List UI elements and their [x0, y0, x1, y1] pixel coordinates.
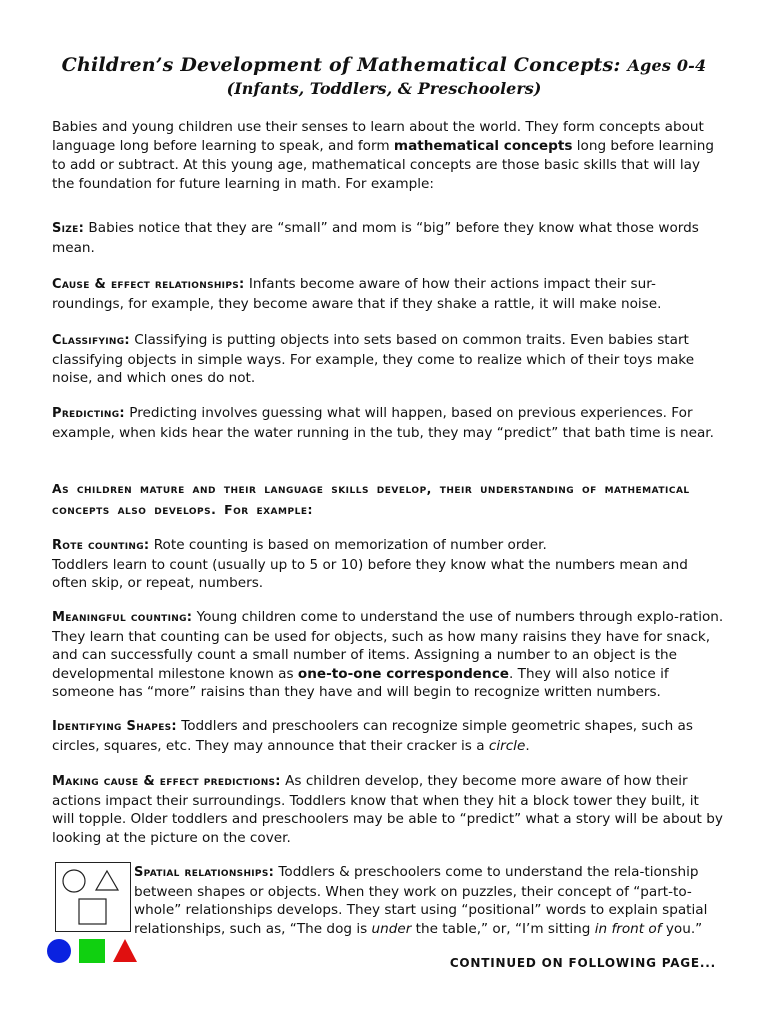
- section-identifying-shapes: [52, 717, 724, 755]
- section-text: Babies notice that they are “small” and mom is “big” before they know what those words mean.: [52, 220, 699, 256]
- section-making-predictions: [52, 772, 724, 847]
- section-bold-term: one-to-one correspondence: [297, 665, 509, 682]
- shapes-outline-icon: [56, 863, 129, 930]
- section-label: Predicting:: [52, 406, 125, 421]
- section-rote-counting: [52, 536, 724, 593]
- continued-note: CONTINUED ON FOLLOWING PAGE...: [449, 956, 716, 970]
- section-label: Cause & effect relationships:: [52, 277, 245, 292]
- section-text: Toddlers and preschoolers can recognize simple geometric shapes, such as circles, squares, etc. They may announce that their cracker is a: [52, 718, 693, 754]
- shapes-diagram: [55, 862, 131, 932]
- section-text-end: . They will also notice if someone has “more” raisins than they have and will begin to recognize written numbers.: [52, 665, 669, 700]
- section-label: Meaningful counting:: [52, 610, 193, 625]
- red-triangle-icon: [113, 939, 137, 962]
- section-text: Young children come to understand the use of numbers through explo-ration. They learn that counting can be used for objects, such as how many raisins they have for snack, and can successfully count a small number of items. Assigning a number to an object is the developmental milestone known as: [52, 609, 724, 682]
- section-label: Size:: [52, 221, 85, 236]
- intro-text-end: long before learning to add or subtract. At this young age, mathematical concepts are those basic skills that will lay the foundation for future learning in math. For example:: [52, 138, 714, 192]
- section-label: Making cause & effect predictions:: [52, 774, 281, 789]
- section-size: [52, 219, 724, 257]
- section-label: Rote counting:: [52, 538, 150, 553]
- intro-bold-term: mathematical concepts: [393, 138, 573, 154]
- page-title: [40, 54, 728, 76]
- section-text: Infants become aware of how their actions impact their sur-roundings, for example, they become aware that if they shake a rattle, it will make noise.: [52, 276, 662, 312]
- transition-heading: As children mature and their language skills develop, their understanding of mathematical concepts also develops. For example:: [52, 481, 690, 517]
- title-main: Children’s Development of Mathematical Concepts:: [61, 54, 621, 76]
- section-text: Toddlers & preschoolers come to understand the rela-tionship between shapes or objects. When they work on puzzles, their concept of “part-to-whole” relationships develops. They start using “positional” words to explain spatial relationships, such as, “The dog is: [134, 864, 708, 937]
- section-text-end: you.”: [661, 920, 703, 937]
- section-cause-effect: [52, 275, 724, 313]
- intro-paragraph: [52, 118, 724, 194]
- blue-circle-icon: [47, 939, 71, 963]
- triangle-outline-icon: [96, 871, 118, 890]
- intro-text: Babies and young children use their senses to learn about the world. They form concepts about language long before learning to speak, and form: [52, 119, 704, 154]
- section-classifying: [52, 331, 724, 388]
- section-label: Spatial relationships:: [134, 865, 275, 880]
- page-subtitle: (Infants, Toddlers, & Preschoolers): [226, 79, 542, 98]
- section-italic-term-2: in front of: [594, 920, 662, 937]
- section-spatial-relationships: [134, 863, 724, 938]
- title-ages: Ages 0-4: [627, 56, 707, 75]
- colored-shapes: [46, 936, 138, 966]
- section-text: Rote counting is based on memorization of number order.: [149, 537, 547, 553]
- section-text-mid: the table,” or, “I’m sitting: [411, 920, 595, 937]
- section-italic-term: under: [371, 920, 412, 937]
- section-text: Predicting involves guessing what will happen, based on previous experiences. For example, when kids hear the water running in the tub, they may “predict” that bath time is near.: [52, 405, 714, 441]
- section-text-end: .: [525, 737, 530, 754]
- section-label: Identifying Shapes:: [52, 719, 177, 734]
- green-square-icon: [79, 939, 105, 963]
- section-text: As children develop, they become more aware of how their actions impact their surroundings. Toddlers know that when they hit a block tower they built, it will topple. Older toddlers and preschoolers may be able to “predict” what a story will be about by looking at the picture on the cover.: [52, 773, 723, 846]
- circle-outline-icon: [63, 870, 85, 892]
- section-text-2: Toddlers learn to count (usually up to 5 or 10) before they know what the numbers mean and often skip, or repeat, numbers.: [52, 556, 688, 591]
- section-italic-term: circle: [488, 737, 526, 754]
- section-predicting: [52, 404, 724, 442]
- section-meaningful-counting: [52, 608, 724, 702]
- section-text: Classifying is putting objects into sets based on common traits. Even babies start classifying objects in simple ways. For example, they come to realize which of their toys make noise, and which ones do not.: [52, 332, 695, 386]
- section-label: Classifying:: [52, 333, 130, 348]
- square-outline-icon: [79, 899, 106, 924]
